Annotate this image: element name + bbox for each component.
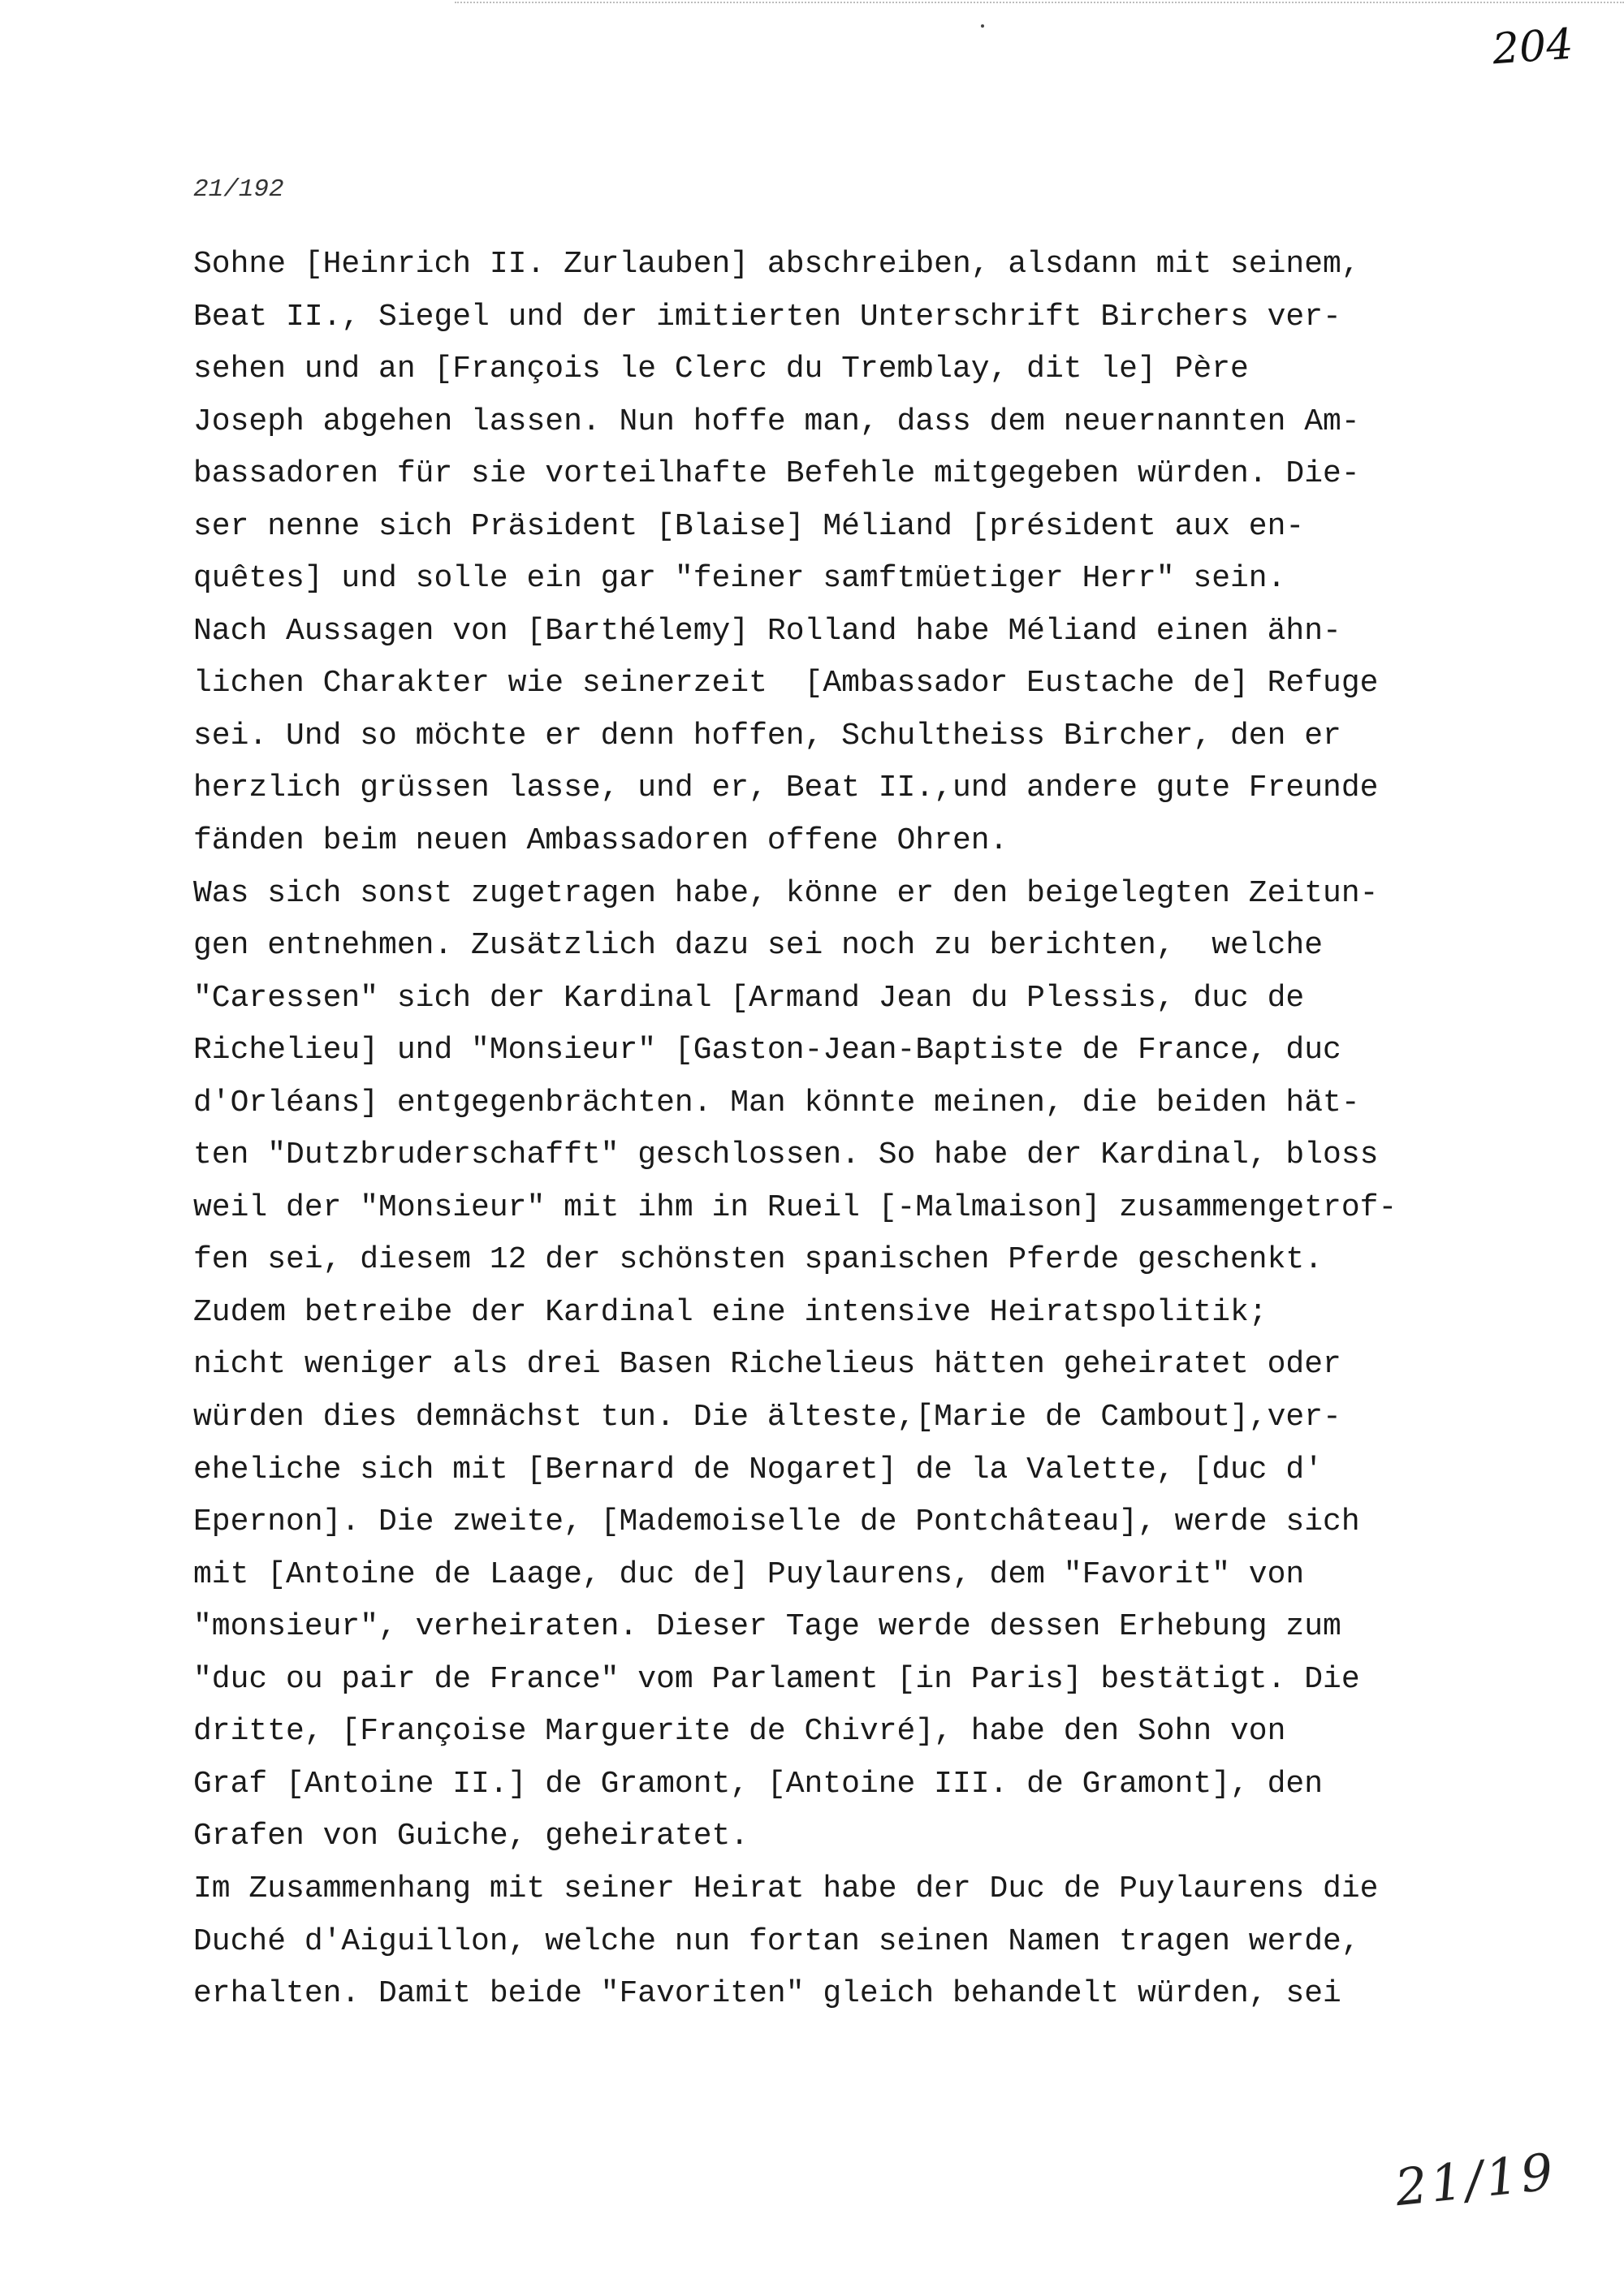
text-line: Duché d'Aiguillon, welche nun fortan seinen Namen tragen werde,: [193, 1923, 1360, 1959]
text-line: fen sei, diesem 12 der schönsten spanischen Pferde geschenkt.: [193, 1242, 1324, 1278]
text-line: quêtes] und solle ein gar "feiner samftmüetiger Herr" sein.: [193, 561, 1286, 597]
folio-number: 204: [1491, 19, 1575, 75]
text-line: gen entnehmen. Zusätzlich dazu sei noch zu berichten, welche: [193, 928, 1324, 964]
document-reference: 21/192: [193, 175, 284, 204]
text-line: "Caressen" sich der Kardinal [Armand Jean du Plessis, duc de: [193, 980, 1305, 1016]
text-line: dritte, [Françoise Marguerite de Chivré], habe den Sohn von: [193, 1714, 1286, 1750]
text-line: bassadoren für sie vorteilhafte Befehle mitgegeben würden. Die-: [193, 456, 1360, 492]
text-line: "duc ou pair de France" vom Parlament [in Paris] bestätigt. Die: [193, 1661, 1360, 1697]
text-line: d'Orléans] entgegenbrächten. Man könnte meinen, die beiden hät-: [193, 1085, 1360, 1120]
body-text: [193, 239, 1525, 2021]
text-line: sei. Und so möchte er denn hoffen, Schultheiss Bircher, den er: [193, 718, 1341, 753]
text-line: eheliche sich mit [Bernard de Nogaret] de la Valette, [duc d': [193, 1452, 1324, 1487]
text-line: lichen Charakter wie seinerzeit [Ambassador Eustache de] Refuge: [193, 666, 1379, 701]
text-line: Nach Aussagen von [Barthélemy] Rolland habe Méliand einen ähn-: [193, 613, 1341, 649]
text-line: herzlich grüssen lasse, und er, Beat II.,und andere gute Freunde: [193, 770, 1379, 806]
text-line: "monsieur", verheiraten. Dieser Tage werde dessen Erhebung zum: [193, 1609, 1341, 1645]
text-line: Grafen von Guiche, geheiratet.: [193, 1819, 749, 1854]
text-line: fänden beim neuen Ambassadoren offene Ohren.: [193, 823, 1009, 859]
text-line: Sohne [Heinrich II. Zurlauben] abschreiben, alsdann mit seinem,: [193, 247, 1360, 282]
text-line: erhalten. Damit beide "Favoriten" gleich behandelt würden, sei: [193, 1976, 1341, 2012]
text-line: nicht weniger als drei Basen Richelieus hätten geheiratet oder: [193, 1347, 1341, 1383]
handwritten-archive-mark: 21/19: [1392, 2141, 1559, 2218]
text-line: sehen und an [François le Clerc du Tremblay, dit le] Père: [193, 352, 1249, 387]
text-line: Epernon]. Die zweite, [Mademoiselle de Pontchâteau], werde sich: [193, 1504, 1360, 1540]
text-line: Was sich sonst zugetragen habe, könne er den beigelegten Zeitun-: [193, 875, 1379, 911]
text-line: ser nenne sich Präsident [Blaise] Méliand [président aux en-: [193, 508, 1305, 544]
scan-speck: [981, 24, 984, 28]
text-line: Beat II., Siegel und der imitierten Unterschrift Birchers ver-: [193, 299, 1341, 335]
text-line: mit [Antoine de Laage, duc de] Puylaurens, dem "Favorit" von: [193, 1556, 1305, 1592]
text-line: Joseph abgehen lassen. Nun hoffe man, dass dem neuernannten Am-: [193, 404, 1360, 439]
text-line: weil der "Monsieur" mit ihm in Rueil [-Malmaison] zusammengetrof-: [193, 1189, 1397, 1225]
text-line: Zudem betreibe der Kardinal eine intensive Heiratspolitik;: [193, 1294, 1268, 1330]
text-line: Im Zusammenhang mit seiner Heirat habe der Duc de Puylaurens die: [193, 1871, 1379, 1906]
scan-edge-line: [455, 2, 1624, 3]
text-line: ten "Dutzbruderschafft" geschlossen. So habe der Kardinal, bloss: [193, 1137, 1379, 1173]
text-line: würden dies demnächst tun. Die älteste,[Marie de Cambout],ver-: [193, 1400, 1341, 1435]
text-line: Graf [Antoine II.] de Gramont, [Antoine III. de Gramont], den: [193, 1766, 1324, 1802]
text-line: Richelieu] und "Monsieur" [Gaston-Jean-Baptiste de France, duc: [193, 1033, 1341, 1068]
